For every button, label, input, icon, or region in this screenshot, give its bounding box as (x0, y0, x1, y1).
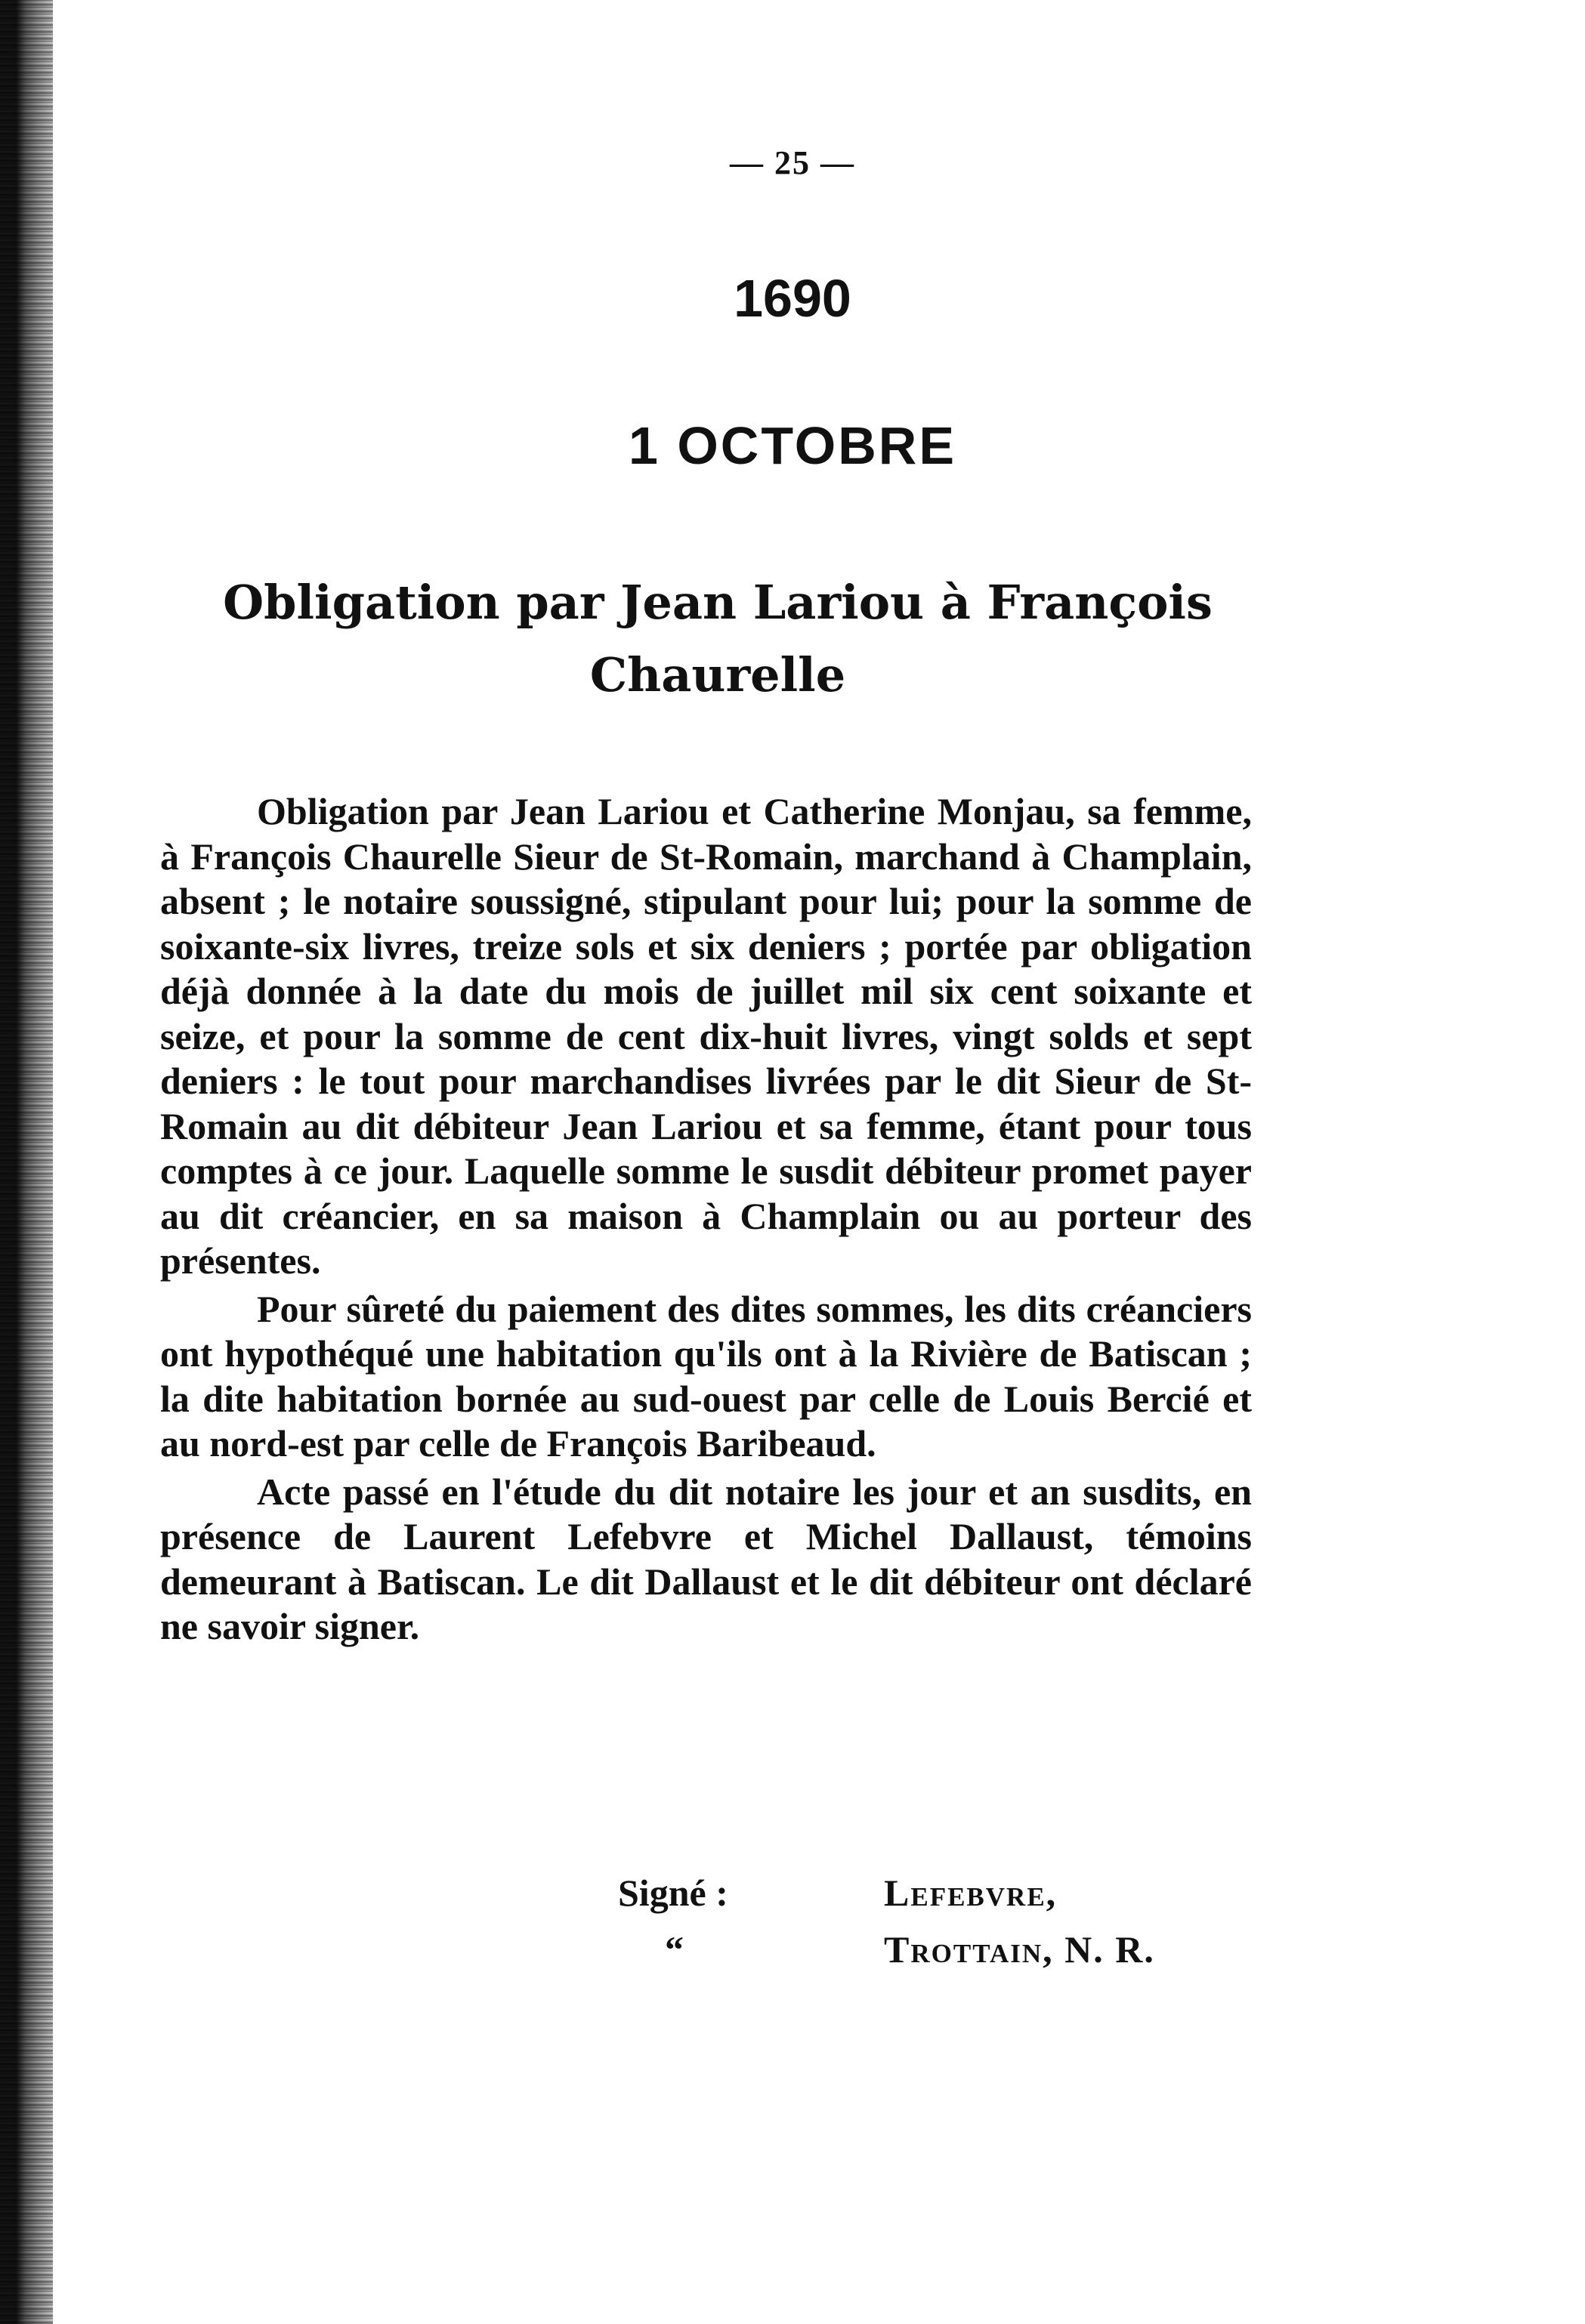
body-text (160, 789, 1252, 1650)
ditto-mark: “ (665, 1928, 684, 1971)
signatory-1: Lefebvre, (884, 1872, 1058, 1914)
signature-label: Signé : (618, 1872, 728, 1914)
year-heading: 1690 (734, 269, 851, 328)
date-heading: 1 OCTOBRE (628, 416, 957, 475)
paragraph-2: Pour sûreté du paiement des dites sommes, les dits créanciers ont hypothéqué une habitation qu'ils ont à la Rivière de Batiscan ; la dite habitation bornée au sud-ouest par celle de Louis Bercié et au nord-est par celle de François Baribeaud. (160, 1287, 1252, 1464)
page-number: — 25 — (730, 144, 855, 181)
signatory-2: Trottain, N. R. (884, 1928, 1155, 1971)
page-binding-edge (0, 0, 53, 2324)
paragraph-1: Obligation par Jean Lariou et Catherine Monjau, sa femme, à François Chaurelle Sieur de St-Romain, marchand à Champlain, absent ; le notaire soussigné, stipulant pour lui; pour la somme de soixante-six livres, treize sols et six deniers ; portée par obligation déjà donnée à la date du mois de juillet mil six cent soixante et seize, et pour la somme de cent dix-huit livres, vingt solds et sept deniers : le tout pour marchandises livrées par le dit Sieur de St-Romain au dit débiteur Jean Lariou et sa femme, étant pour tous comptes à ce jour. Laquelle somme le susdit débiteur promet payer au dit créancier, en sa maison à Champlain ou au porteur des présentes. (160, 790, 1252, 1282)
document-title: Obligation par Jean Lariou à François Chaurelle (223, 575, 1213, 702)
paragraph-3: Acte passé en l'étude du dit notaire les jour et an susdits, en présence de Laurent Lefebvre et Michel Dallaust, témoins demeurant à Batiscan. Le dit Dallaust et le dit débiteur ont déclaré ne savoir signer. (160, 1470, 1252, 1647)
